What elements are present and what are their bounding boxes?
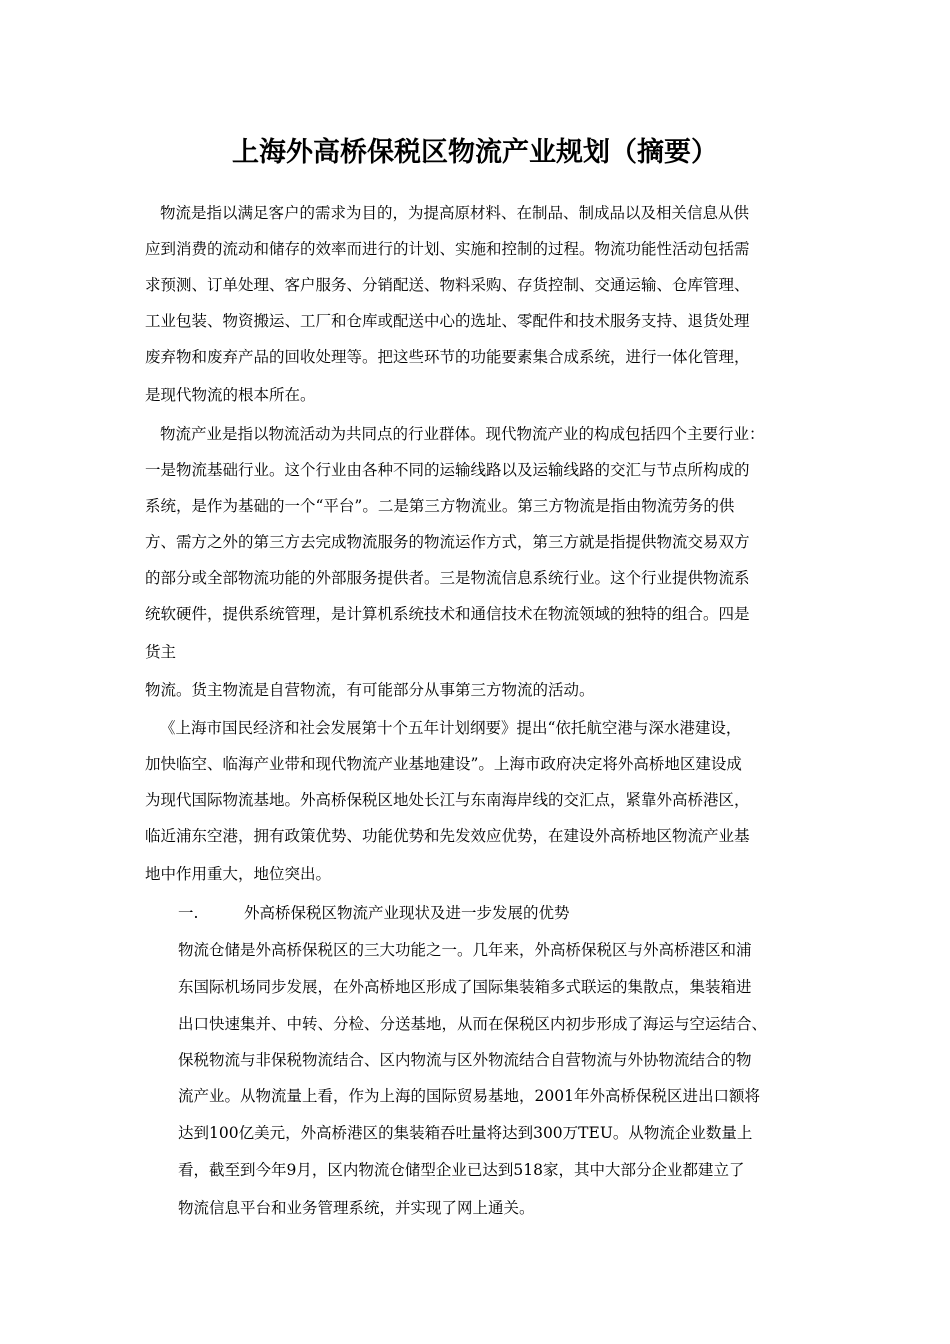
- paragraph2-line: 物流。货主物流是自营物流，有可能部分从事第三方物流的活动。: [145, 681, 595, 699]
- paragraph1-line: 物流是指以满足客户的需求为目的，为提高原材料、在制品、制成品以及相关信息从供: [160, 204, 750, 222]
- paragraph2-line: 的部分或全部物流功能的外部服务提供者。三是物流信息系统行业。这个行业提供物流系: [145, 569, 750, 587]
- paragraph1-line: 废弃物和废弃产品的回收处理等。把这些环节的功能要素集合成系统，进行一体化管理，: [145, 348, 750, 366]
- paragraph4-line: 出口快速集并、中转、分检、分送基地，从而在保税区内初步形成了海运与空运结合、: [178, 1015, 768, 1033]
- paragraph3-line: 地中作用重大，地位突出。: [145, 865, 332, 883]
- paragraph2-line: 货主: [145, 643, 177, 661]
- paragraph2-line: 物流产业是指以物流活动为共同点的行业群体。现代物流产业的构成包括四个主要行业：: [160, 425, 765, 443]
- paragraph1-line: 工业包装、物资搬运、工厂和仓库或配送中心的选址、零配件和技术服务支持、退货处理: [145, 312, 750, 330]
- paragraph4-line: 物流仓储是外高桥保税区的三大功能之一。几年来，外高桥保税区与外高桥港区和浦: [178, 941, 752, 959]
- paragraph4-line: 东国际机场同步发展，在外高桥地区形成了国际集装箱多式联运的集散点，集装箱进: [178, 978, 752, 996]
- paragraph3-line: 临近浦东空港，拥有政策优势、功能优势和先发效应优势，在建设外高桥地区物流产业基: [145, 827, 750, 845]
- paragraph4-line: 达到100亿美元，外高桥港区的集装箱吞吐量将达到300万TEU。从物流企业数量上: [178, 1124, 753, 1142]
- paragraph2-line: 一是物流基础行业。这个行业由各种不同的运输线路以及运输线路的交汇与节点所构成的: [145, 461, 750, 479]
- paragraph2-line: 系统，是作为基础的一个“平台”。二是第三方物流业。第三方物流是指由物流劳务的供: [145, 497, 735, 515]
- paragraph2-line: 方、需方之外的第三方去完成物流服务的物流运作方式，第三方就是指提供物流交易双方: [145, 533, 750, 551]
- paragraph3-line: 加快临空、临海产业带和现代物流产业基地建设”。上海市政府决定将外高桥地区建设成: [145, 755, 742, 773]
- section-number: 一.: [178, 904, 199, 922]
- section-heading: 外高桥保税区物流产业现状及进一步发展的优势: [244, 904, 570, 922]
- document-title: 上海外高桥保税区物流产业规划（摘要）: [232, 137, 718, 168]
- paragraph1-line: 求预测、订单处理、客户服务、分销配送、物料采购、存货控制、交通运输、仓库管理、: [145, 276, 750, 294]
- paragraph4-line: 看，截至到今年9月，区内物流仓储型企业已达到518家，其中大部分企业都建立了: [178, 1161, 745, 1179]
- paragraph3-line: 为现代国际物流基地。外高桥保税区地处长江与东南海岸线的交汇点，紧靠外高桥港区，: [145, 791, 750, 809]
- paragraph3-line: 《上海市国民经济和社会发展第十个五年计划纲要》提出“依托航空港与深水港建设，: [160, 719, 742, 737]
- paragraph1-line: 是现代物流的根本所在。: [145, 386, 316, 404]
- paragraph4-line: 流产业。从物流量上看，作为上海的国际贸易基地，2001年外高桥保税区进出口额将: [178, 1087, 760, 1105]
- paragraph4-line: 保税物流与非保税物流结合、区内物流与区外物流结合自营物流与外协物流结合的物: [178, 1051, 752, 1069]
- paragraph1-line: 应到消费的流动和储存的效率而进行的计划、实施和控制的过程。物流功能性活动包括需: [145, 240, 750, 258]
- paragraph4-line: 物流信息平台和业务管理系统，并实现了网上通关。: [178, 1199, 535, 1217]
- paragraph2-line: 统软硬件，提供系统管理，是计算机系统技术和通信技术在物流领域的独特的组合。四是: [145, 605, 750, 623]
